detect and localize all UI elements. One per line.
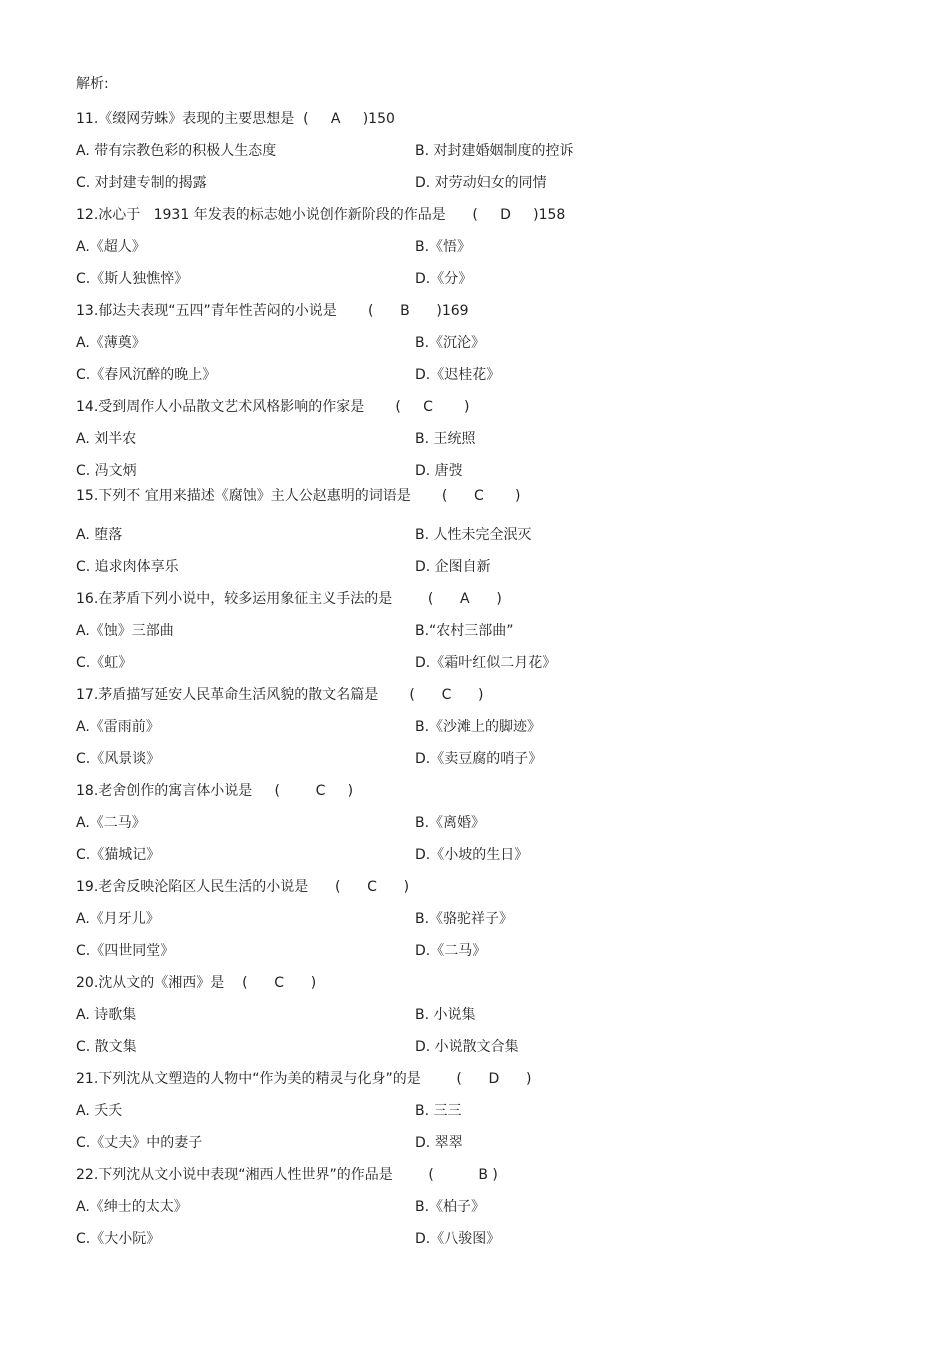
question-11 bbox=[76, 110, 395, 128]
option-c: C. 对封建专制的揭露 bbox=[76, 175, 207, 191]
option-row bbox=[76, 270, 876, 288]
option-row bbox=[76, 654, 876, 672]
question-answer: ( C ) bbox=[409, 687, 484, 703]
option-b: B.《沙滩上的脚迹》 bbox=[415, 719, 542, 735]
option-c: C.《虹》 bbox=[76, 655, 133, 671]
option-a: A.《绅士的太太》 bbox=[76, 1199, 188, 1215]
question-answer: ( B )169 bbox=[367, 303, 469, 319]
option-a: A.《蚀》三部曲 bbox=[76, 623, 174, 639]
option-b: B. 人性未完全泯灭 bbox=[415, 527, 532, 543]
option-b: B.《悟》 bbox=[415, 239, 472, 255]
question-answer: ( D ) bbox=[456, 1071, 532, 1087]
question-12 bbox=[76, 206, 565, 224]
question-13 bbox=[76, 302, 469, 320]
option-a: A.《超人》 bbox=[76, 239, 146, 255]
option-c: C. 追求肉体享乐 bbox=[76, 559, 179, 575]
option-row bbox=[76, 334, 876, 352]
analysis-heading: 解析: bbox=[76, 76, 109, 92]
question-14 bbox=[76, 398, 470, 416]
option-a: A. 夭夭 bbox=[76, 1103, 123, 1119]
option-a: A.《月牙儿》 bbox=[76, 911, 160, 927]
option-d: D. 小说散文合集 bbox=[415, 1039, 519, 1055]
option-c: C.《春风沉醉的晚上》 bbox=[76, 367, 217, 383]
option-row bbox=[76, 462, 876, 480]
question-stem: 12.冰心于 1931 年发表的标志她小说创作新阶段的作品是 bbox=[76, 207, 446, 223]
option-c: C.《猫城记》 bbox=[76, 847, 161, 863]
option-row bbox=[76, 174, 876, 192]
question-18 bbox=[76, 782, 353, 800]
option-row bbox=[76, 1134, 876, 1152]
option-b: B.《离婚》 bbox=[415, 815, 486, 831]
option-d: D. 对劳动妇女的同情 bbox=[415, 175, 547, 191]
option-c: C. 散文集 bbox=[76, 1039, 137, 1055]
option-d: D.《小坡的生日》 bbox=[415, 847, 529, 863]
option-row bbox=[76, 814, 876, 832]
option-row bbox=[76, 718, 876, 736]
option-b: B.《沉沦》 bbox=[415, 335, 486, 351]
option-row bbox=[76, 366, 876, 384]
option-d: D. 唐弢 bbox=[415, 463, 463, 479]
question-15 bbox=[76, 487, 520, 505]
question-answer: ( C ) bbox=[441, 488, 521, 504]
option-a: A. 刘半农 bbox=[76, 431, 137, 447]
option-b: B.《柏子》 bbox=[415, 1199, 486, 1215]
option-c: C.《丈夫》中的妻子 bbox=[76, 1135, 203, 1151]
question-answer: ( A ) bbox=[427, 591, 502, 607]
option-c: C.《斯人独憔悴》 bbox=[76, 271, 189, 287]
option-d: D. 翠翠 bbox=[415, 1135, 463, 1151]
option-a: A. 带有宗教色彩的积极人生态度 bbox=[76, 143, 277, 159]
question-stem: 20.沈从文的《湘西》是 bbox=[76, 975, 225, 991]
option-row bbox=[76, 1038, 876, 1056]
option-d: D.《分》 bbox=[415, 271, 473, 287]
question-17 bbox=[76, 686, 484, 704]
option-b: B. 三三 bbox=[415, 1103, 462, 1119]
question-stem: 21.下列沈从文塑造的人物中“作为美的精灵与化身”的是 bbox=[76, 1071, 421, 1087]
option-row bbox=[76, 1102, 876, 1120]
question-answer: ( C ) bbox=[395, 399, 470, 415]
question-answer: ( B ) bbox=[428, 1167, 498, 1183]
option-row bbox=[76, 430, 876, 448]
option-row bbox=[76, 846, 876, 864]
question-stem: 11.《缀网劳蛛》表现的主要思想是 bbox=[76, 111, 295, 127]
option-row bbox=[76, 1198, 876, 1216]
question-stem: 17.茅盾描写延安人民革命生活风貌的散文名篇是 bbox=[76, 687, 379, 703]
question-stem: 13.郁达夫表现“五四”青年性苦闷的小说是 bbox=[76, 303, 337, 319]
question-16 bbox=[76, 590, 502, 608]
question-answer: ( C ) bbox=[242, 975, 317, 991]
option-b: B. 对封建婚姻制度的控诉 bbox=[415, 143, 574, 159]
option-d: D.《八骏图》 bbox=[415, 1231, 501, 1247]
option-a: A.《雷雨前》 bbox=[76, 719, 160, 735]
option-d: D.《霜叶红似二月花》 bbox=[415, 655, 557, 671]
question-21 bbox=[76, 1070, 532, 1088]
option-a: A.《二马》 bbox=[76, 815, 146, 831]
option-row bbox=[76, 558, 876, 576]
option-row bbox=[76, 142, 876, 160]
option-row bbox=[76, 526, 876, 544]
option-a: A. 堕落 bbox=[76, 527, 123, 543]
option-d: D.《二马》 bbox=[415, 943, 487, 959]
option-row bbox=[76, 750, 876, 768]
option-a: A. 诗歌集 bbox=[76, 1007, 137, 1023]
option-d: D. 企图自新 bbox=[415, 559, 491, 575]
question-stem: 22.下列沈从文小说中表现“湘西人性世界”的作品是 bbox=[76, 1167, 393, 1183]
option-c: C. 冯文炳 bbox=[76, 463, 137, 479]
question-answer: ( C ) bbox=[334, 879, 410, 895]
question-stem: 14.受到周作人小品散文艺术风格影响的作家是 bbox=[76, 399, 365, 415]
question-22 bbox=[76, 1166, 498, 1184]
question-stem: 16.在茅盾下列小说中，较多运用象征主义手法的是 bbox=[76, 591, 393, 607]
option-c: C.《四世同堂》 bbox=[76, 943, 175, 959]
option-row bbox=[76, 942, 876, 960]
option-row bbox=[76, 1006, 876, 1024]
question-20 bbox=[76, 974, 316, 992]
option-b: B.《骆驼祥子》 bbox=[415, 911, 514, 927]
option-d: D.《卖豆腐的哨子》 bbox=[415, 751, 543, 767]
question-stem: 19.老舍反映沦陷区人民生活的小说是 bbox=[76, 879, 309, 895]
option-b: B. 小说集 bbox=[415, 1007, 476, 1023]
question-answer: ( C ) bbox=[274, 783, 354, 799]
option-b: B.“农村三部曲” bbox=[415, 623, 514, 639]
question-stem: 15.下列不 宜用来描述《腐蚀》主人公赵惠明的词语是 bbox=[76, 488, 411, 504]
option-row bbox=[76, 238, 876, 256]
option-b: B. 王统照 bbox=[415, 431, 476, 447]
option-c: C.《大小阮》 bbox=[76, 1231, 161, 1247]
question-stem: 18.老舍创作的寓言体小说是 bbox=[76, 783, 253, 799]
option-row bbox=[76, 622, 876, 640]
option-row bbox=[76, 1230, 876, 1248]
question-answer: ( D )158 bbox=[472, 207, 566, 223]
option-c: C.《风景谈》 bbox=[76, 751, 161, 767]
option-a: A.《薄奠》 bbox=[76, 335, 146, 351]
question-19 bbox=[76, 878, 409, 896]
option-row bbox=[76, 910, 876, 928]
question-answer: ( A )150 bbox=[303, 111, 395, 127]
option-d: D.《迟桂花》 bbox=[415, 367, 501, 383]
